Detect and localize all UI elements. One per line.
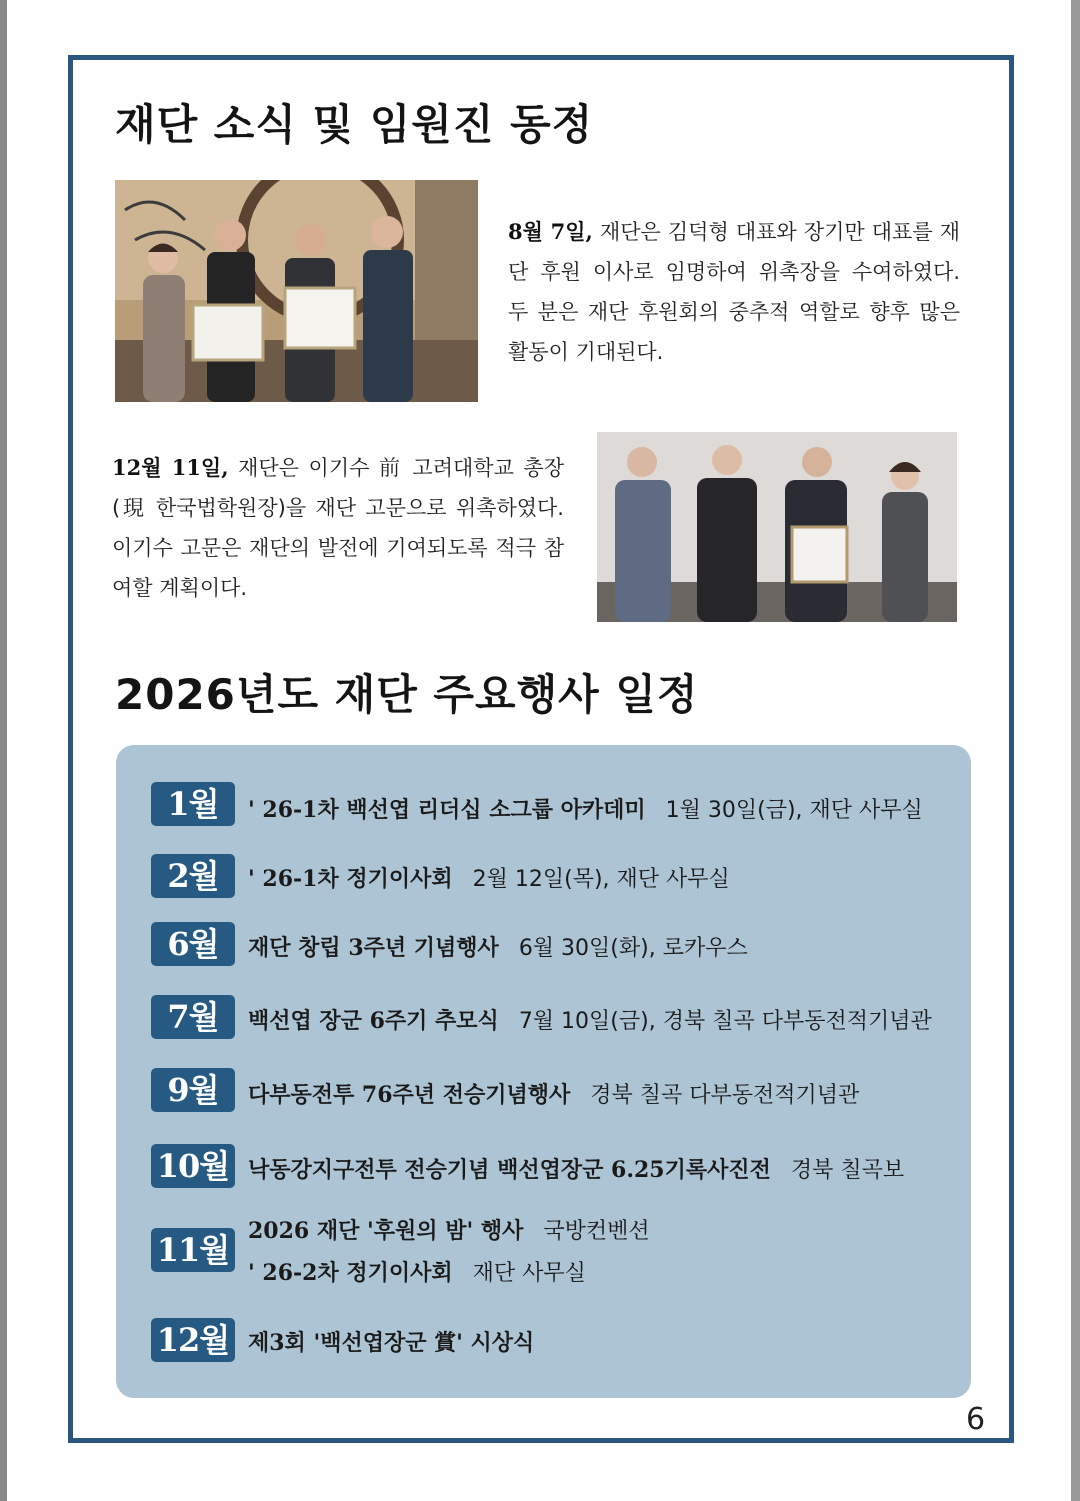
event-name: 낙동강지구전투 전승기념 백선엽장군 6.25기록사진전 bbox=[248, 1157, 771, 1183]
event-detail: 재단 사무실 bbox=[472, 1261, 586, 1286]
event-name: 다부동전투 76주년 전승기념행사 bbox=[248, 1082, 571, 1108]
schedule-row-jul bbox=[248, 1004, 932, 1035]
event-name: 2026 재단 '후원의 밤' 행사 bbox=[248, 1218, 524, 1244]
scan-edge-right bbox=[1071, 0, 1080, 1501]
event-name: 제3회 '백선엽장군 賞' 시상식 bbox=[248, 1330, 535, 1356]
scan-edge-left bbox=[0, 0, 7, 1501]
appointment-photo-2 bbox=[597, 432, 957, 622]
event-name: ' 26-2차 정기이사회 bbox=[248, 1260, 453, 1286]
event-detail: 국방컨벤션 bbox=[543, 1219, 650, 1244]
news-text-2: 재단은 이기수 前 고려대학교 총장(現 한국법학원장)을 재단 고문으로 위촉하였다. 이기수 고문은 재단의 발전에 기여되도록 적극 참여할 계획이다. bbox=[112, 456, 564, 600]
event-detail: 경북 칠곡 다부동전적기념관 bbox=[590, 1083, 860, 1108]
section-title-news: 재단 소식 및 임원진 동정 bbox=[115, 100, 594, 149]
news-text-1: 재단은 김덕형 대표와 장기만 대표를 재단 후원 이사로 임명하여 위촉장을 수여하였다. 두 분은 재단 후원회의 중추적 역할로 향후 많은 활동이 기대된다. bbox=[508, 220, 960, 364]
appointment-photo-1 bbox=[115, 180, 478, 402]
month-badge-sep: 9월 bbox=[151, 1068, 235, 1112]
schedule-row-feb bbox=[248, 862, 730, 893]
month-badge-oct: 10월 bbox=[151, 1144, 235, 1188]
event-detail: 경북 칠곡보 bbox=[790, 1158, 905, 1183]
news-date-2: 12월 11일, bbox=[112, 455, 229, 480]
event-name: 재단 창립 3주년 기념행사 bbox=[248, 935, 499, 961]
event-detail: 6월 30일(화), 로카우스 bbox=[518, 936, 748, 961]
event-name: ' 26-1차 정기이사회 bbox=[248, 866, 453, 892]
month-badge-nov: 11월 bbox=[151, 1228, 235, 1272]
schedule-panel bbox=[116, 745, 971, 1398]
month-badge-jul: 7월 bbox=[151, 995, 235, 1039]
event-detail: 2월 12일(목), 재단 사무실 bbox=[472, 867, 730, 892]
page-number: 6 bbox=[966, 1402, 986, 1437]
event-name: 백선엽 장군 6주기 추모식 bbox=[248, 1008, 499, 1034]
month-badge-feb: 2월 bbox=[151, 854, 235, 898]
news-item-2 bbox=[112, 448, 564, 608]
month-badge-dec: 12월 bbox=[151, 1318, 235, 1362]
section-title-schedule: 2026년도 재단 주요행사 일정 bbox=[115, 670, 699, 719]
schedule-row-jun bbox=[248, 931, 748, 962]
news-item-1 bbox=[508, 212, 960, 372]
schedule-row-sep bbox=[248, 1078, 859, 1109]
schedule-row-jan bbox=[248, 793, 923, 824]
schedule-row-nov-2 bbox=[248, 1256, 586, 1287]
event-detail: 7월 10일(금), 경북 칠곡 다부동전적기념관 bbox=[518, 1009, 932, 1034]
month-badge-jan: 1월 bbox=[151, 782, 235, 826]
news-date-1: 8월 7일, bbox=[508, 219, 593, 244]
month-badge-jun: 6월 bbox=[151, 922, 235, 966]
schedule-row-nov-1 bbox=[248, 1214, 650, 1245]
event-name: ' 26-1차 백선엽 리더십 소그룹 아카데미 bbox=[248, 797, 646, 823]
event-detail: 1월 30일(금), 재단 사무실 bbox=[665, 798, 923, 823]
schedule-row-oct bbox=[248, 1153, 904, 1184]
schedule-row-dec bbox=[248, 1326, 534, 1357]
